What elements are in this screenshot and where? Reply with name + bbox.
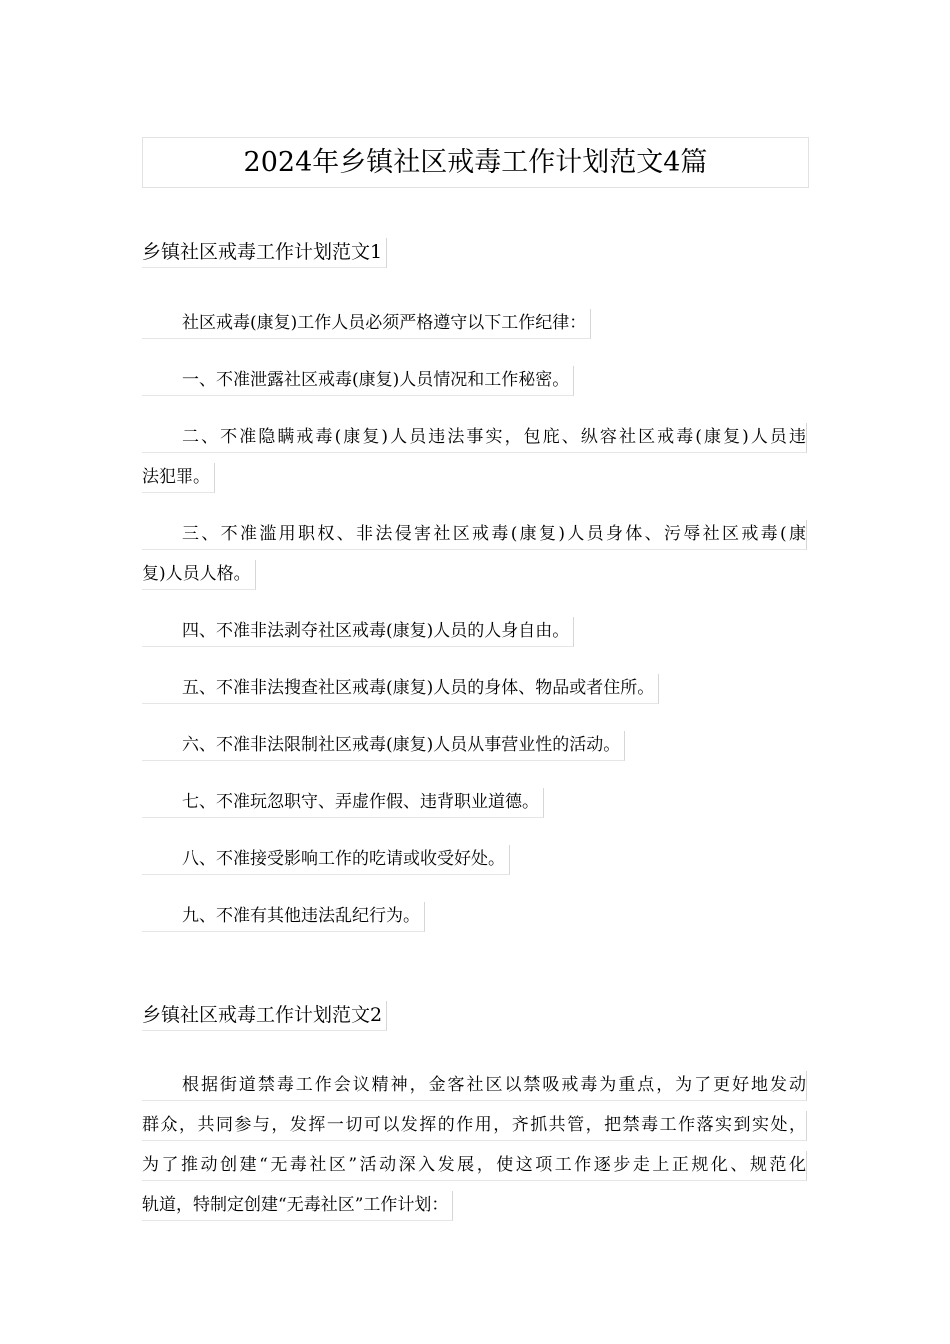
rule-line: 五、不准非法搜查社区戒毒(康复)人员的身体、物品或者住所。 [142, 674, 659, 704]
section-heading-1: 乡镇社区戒毒工作计划范文1 [142, 238, 387, 268]
rule-line: 六、不准非法限制社区戒毒(康复)人员从事营业性的活动。 [142, 731, 625, 761]
section1-intro: 社区戒毒(康复)工作人员必须严格遵守以下工作纪律： [142, 309, 591, 339]
paragraph-line: 轨道，特制定创建“无毒社区”工作计划： [142, 1191, 453, 1221]
paragraph-line: 根据街道禁毒工作会议精神，金客社区以禁吸戒毒为重点，为了更好地发动 [142, 1071, 807, 1101]
paragraph-line: 为了推动创建“无毒社区”活动深入发展，使这项工作逐步走上正规化、规范化 [142, 1151, 807, 1181]
rule-line-continued: 法犯罪。 [142, 463, 215, 493]
section-heading-2: 乡镇社区戒毒工作计划范文2 [142, 1001, 387, 1031]
paragraph-line: 群众，共同参与，发挥一切可以发挥的作用，齐抓共管，把禁毒工作落实到实处， [142, 1111, 807, 1141]
rule-line: 八、不准接受影响工作的吃请或收受好处。 [142, 845, 510, 875]
rule-line: 九、不准有其他违法乱纪行为。 [142, 902, 425, 932]
rule-line: 三、不准滥用职权、非法侵害社区戒毒(康复)人员身体、污辱社区戒毒(康 [142, 520, 807, 550]
rule-line: 七、不准玩忽职守、弄虚作假、违背职业道德。 [142, 788, 544, 818]
rule-line: 二、不准隐瞒戒毒(康复)人员违法事实，包庇、纵容社区戒毒(康复)人员违 [142, 423, 807, 453]
rule-line: 四、不准非法剥夺社区戒毒(康复)人员的人身自由。 [142, 617, 574, 647]
rule-line-continued: 复)人员人格。 [142, 560, 256, 590]
document-title: 2024年乡镇社区戒毒工作计划范文4篇 [142, 137, 809, 188]
rule-line: 一、不准泄露社区戒毒(康复)人员情况和工作秘密。 [142, 366, 574, 396]
